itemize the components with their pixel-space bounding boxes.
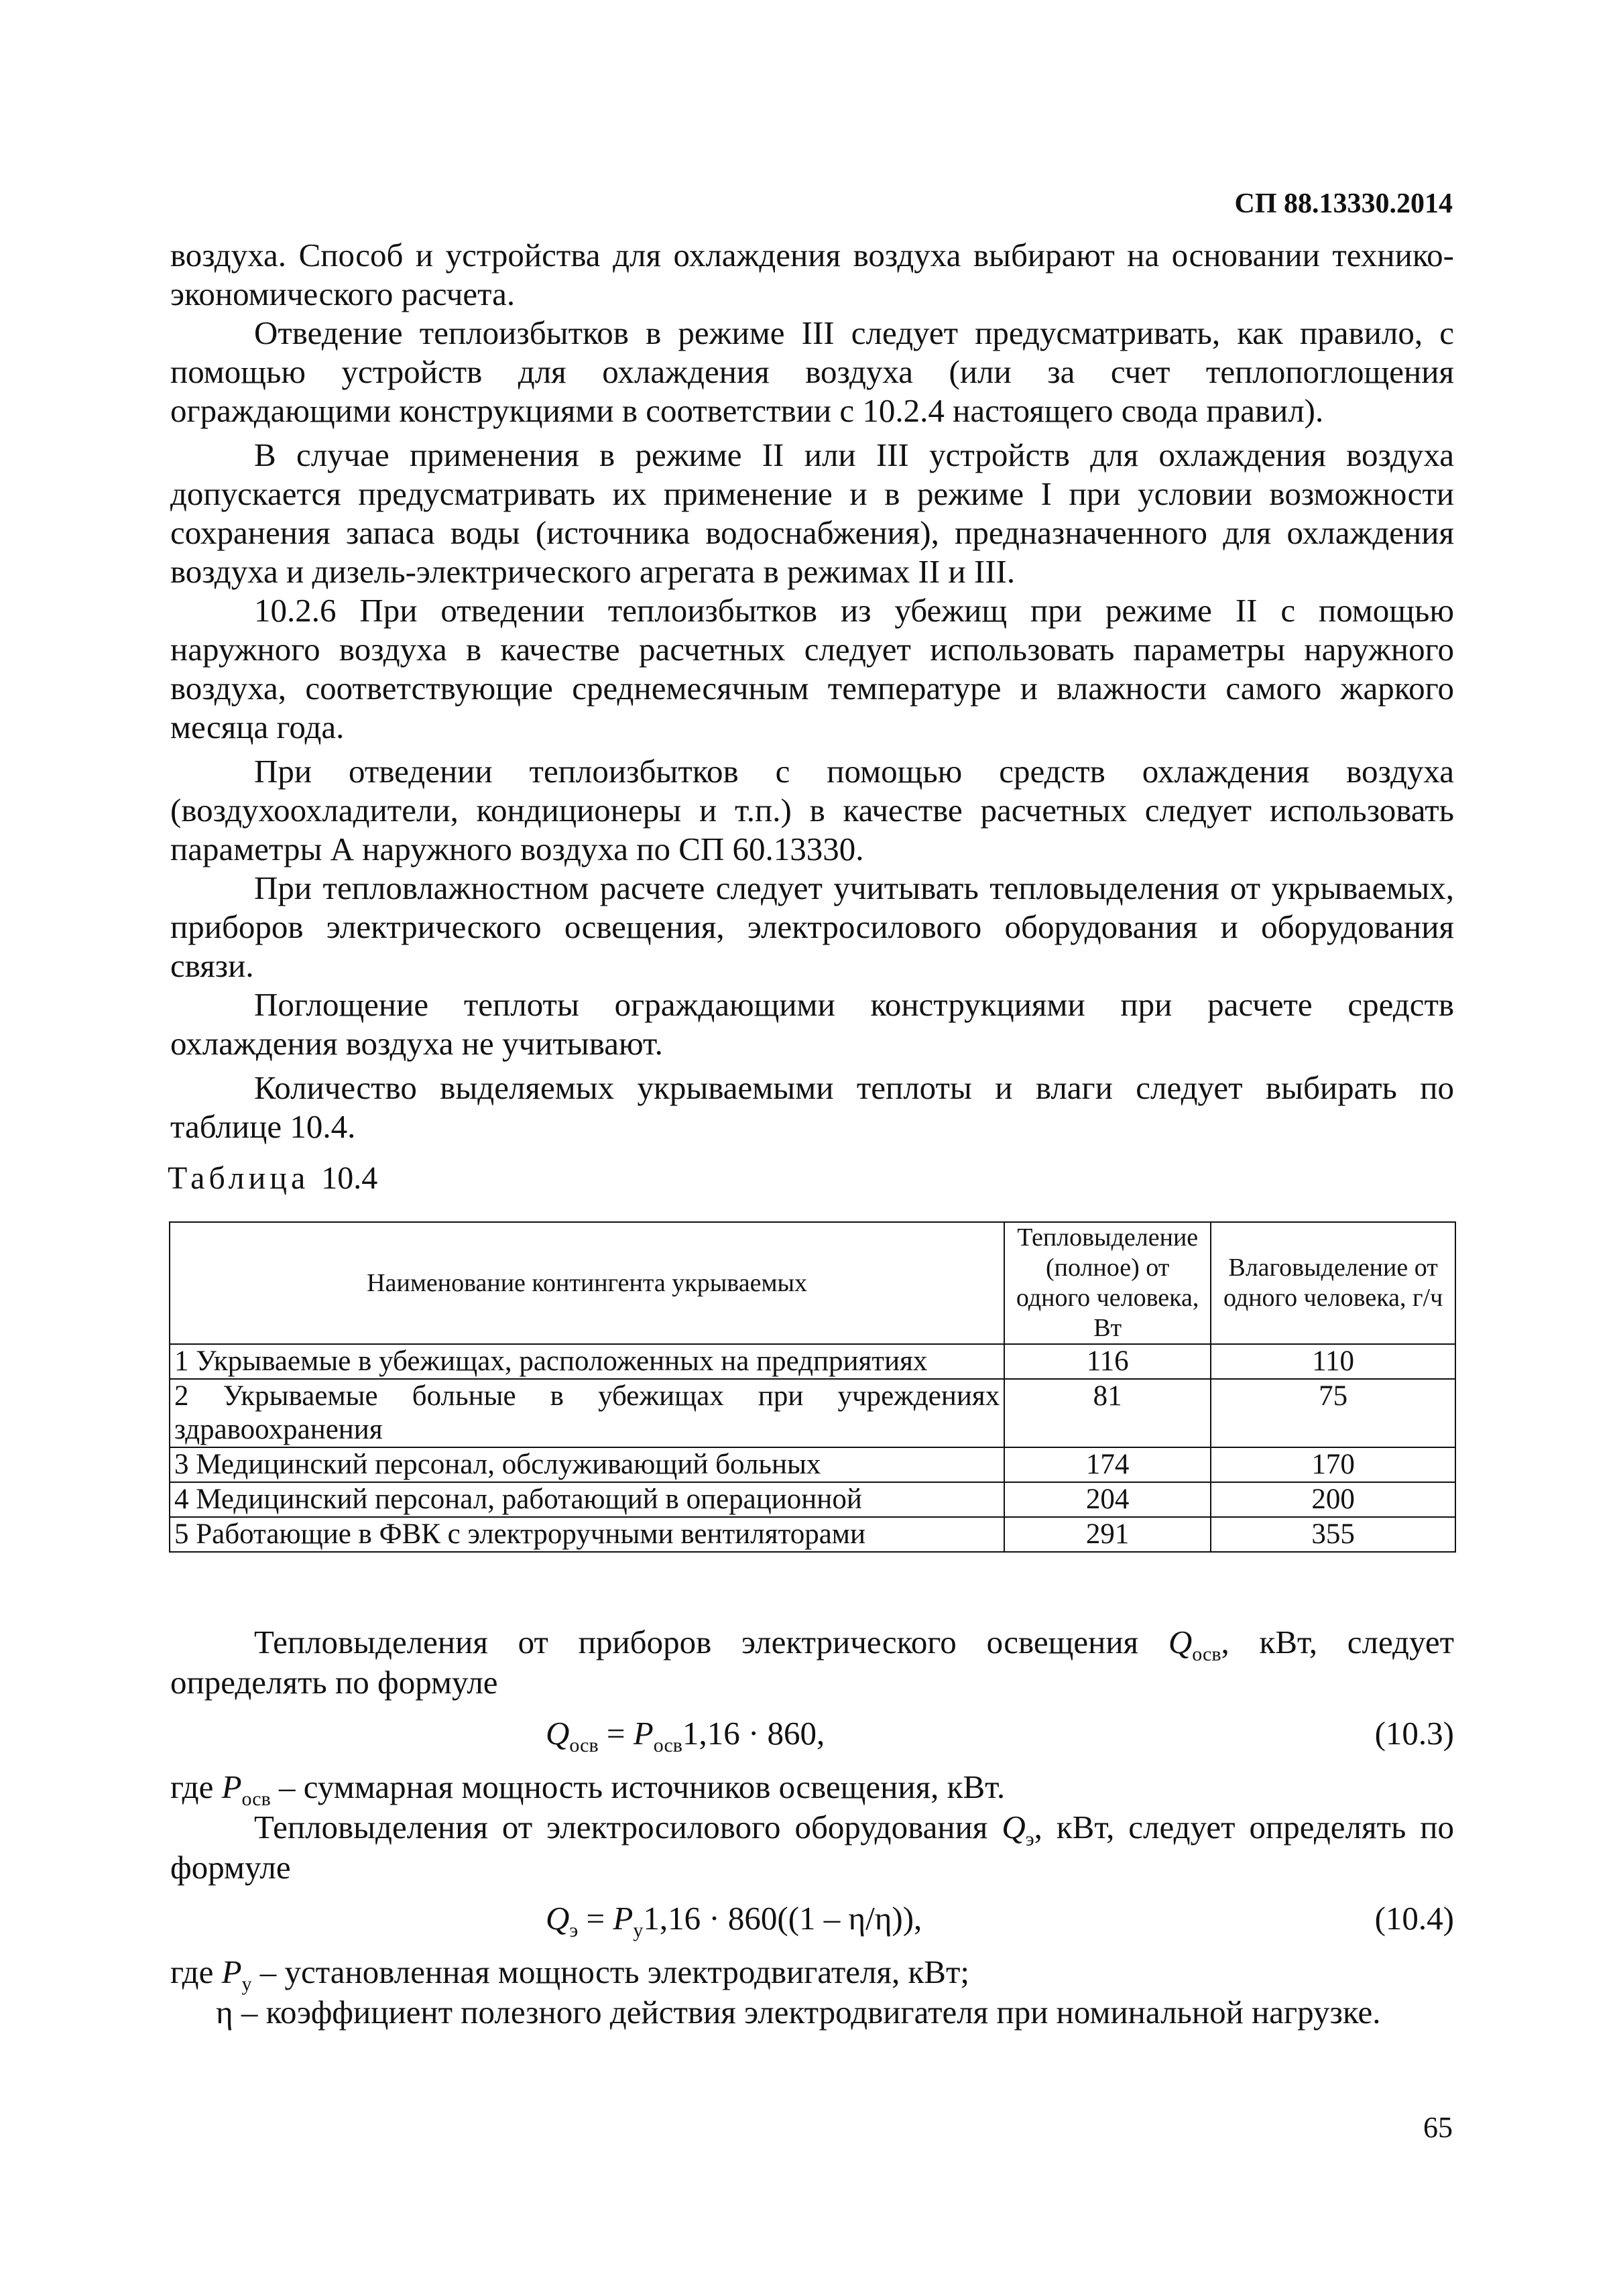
formula-10-3 [170,1703,1454,1767]
cell-heat: 81 [1004,1379,1211,1447]
equation-number: (10.3) [1374,1715,1454,1752]
power-where-eta: η – коэффициент полезного действия электродвигателя при номинальной нагрузке. [216,1994,1381,2031]
cell-moisture: 355 [1211,1517,1455,1552]
table-row [170,1344,1455,1379]
cell-name: 1 Укрываемые в убежищах, расположенных на предприятиях [170,1344,1004,1379]
power-intro: Тепловыделения от электросилового оборудования $Q_э$, кВт, следует определять по формуле [170,1809,1454,1886]
column-header-heat: Тепловыделение (полное) от одного человека, Вт [1004,1222,1211,1344]
formula-expression: $Q_э = P_у1,16 \cdot 860((1 - \eta/\eta))$, [546,1900,922,1941]
paragraph: При отведении теплоизбытков с помощью средств охлаждения воздуха (воздухоохладители, кондиционеры и т.п.) в качестве расчетных следует использовать параметры А наружного воздуха по СП 60.13330. [170,753,1454,867]
equation-number: (10.4) [1374,1900,1454,1937]
cell-name: 3 Медицинский персонал, обслуживающий больных [170,1447,1004,1482]
cell-moisture: 110 [1211,1344,1455,1379]
column-header-moisture: Влаговыделение от одного человека, г/ч [1211,1222,1455,1344]
cell-name: 2 Укрываемые больные в убежищах при учреждениях здравоохранения [170,1379,1004,1447]
paragraph: Отведение теплоизбытков в режиме III следует предусматривать, как правило, с помощью устройств для охлаждения воздуха (или за счет теплопоглощения ограждающими конструкциями в соответствии с 10.2.4 настоящего свода правил). [170,314,1454,429]
cell-heat: 116 [1004,1344,1211,1379]
table-row [170,1447,1455,1482]
table-row [170,1379,1455,1447]
table-row [170,1482,1455,1517]
cell-heat: 204 [1004,1482,1211,1517]
lighting-where: где $P_{осв}$ – суммарная мощность источников освещения, кВт. [170,1768,1006,1810]
table-caption-label: Таблица [168,1160,310,1196]
formula-expression: $Q_{осв} = P_{осв}1,16 \cdot 860$, [546,1715,825,1756]
paragraph: При тепловлажностном расчете следует учитывать тепловыделения от укрываемых, приборов электрического освещения, электросилового оборудования и оборудования связи. [170,869,1454,984]
table-caption-number: 10.4 [321,1160,378,1196]
table-caption [168,1160,377,1197]
table-header-row [170,1222,1455,1344]
document-code: СП 88.13330.2014 [1234,188,1453,219]
lighting-intro: Тепловыделения от приборов электрического освещения $Q_{осв}$, кВт, следует определять по формуле [170,1624,1455,1701]
cell-heat: 291 [1004,1517,1211,1552]
cell-moisture: 75 [1211,1379,1455,1447]
data-table [169,1221,1456,1553]
body-text [170,236,1454,1146]
cell-moisture: 170 [1211,1447,1455,1482]
cell-heat: 174 [1004,1447,1211,1482]
formula-section [170,1622,1454,2033]
column-header-name: Наименование контингента укрываемых [170,1222,1004,1344]
cell-name: 4 Медицинский персонал, работающий в операционной [170,1482,1004,1517]
paragraph: Поглощение теплоты ограждающими конструкциями при расчете средств охлаждения воздуха не учитывают. [170,986,1454,1062]
formula-10-4 [170,1888,1454,1952]
power-where: где $P_у$ – установленная мощность электродвигателя, кВт; [170,1953,970,1995]
table-row [170,1517,1455,1552]
page-number: 65 [1423,2111,1453,2144]
cell-moisture: 200 [1211,1482,1455,1517]
paragraph: В случае применения в режиме II или III устройств для охлаждения воздуха допускается предусматривать их применение и в режиме I при условии возможности сохранения запаса воды (источника водоснабжения), предназначенного для охлаждения воздуха и дизель-электрического агрегата в режимах II и III. [170,436,1454,590]
paragraph: воздуха. Способ и устройства для охлаждения воздуха выбирают на основании технико-экономического расчета. [170,237,1454,312]
paragraph: Количество выделяемых укрываемыми теплоты и влаги следует выбирать по таблице 10.4. [170,1069,1454,1145]
paragraph: 10.2.6 При отведении теплоизбытков из убежищ при режиме II с помощью наружного воздуха в качестве расчетных следует использовать параметры наружного воздуха, соответствующие среднемесячным температуре и влажности самого жаркого месяца года. [170,592,1454,745]
cell-name: 5 Работающие в ФВК с электроручными вентиляторами [170,1517,1004,1552]
